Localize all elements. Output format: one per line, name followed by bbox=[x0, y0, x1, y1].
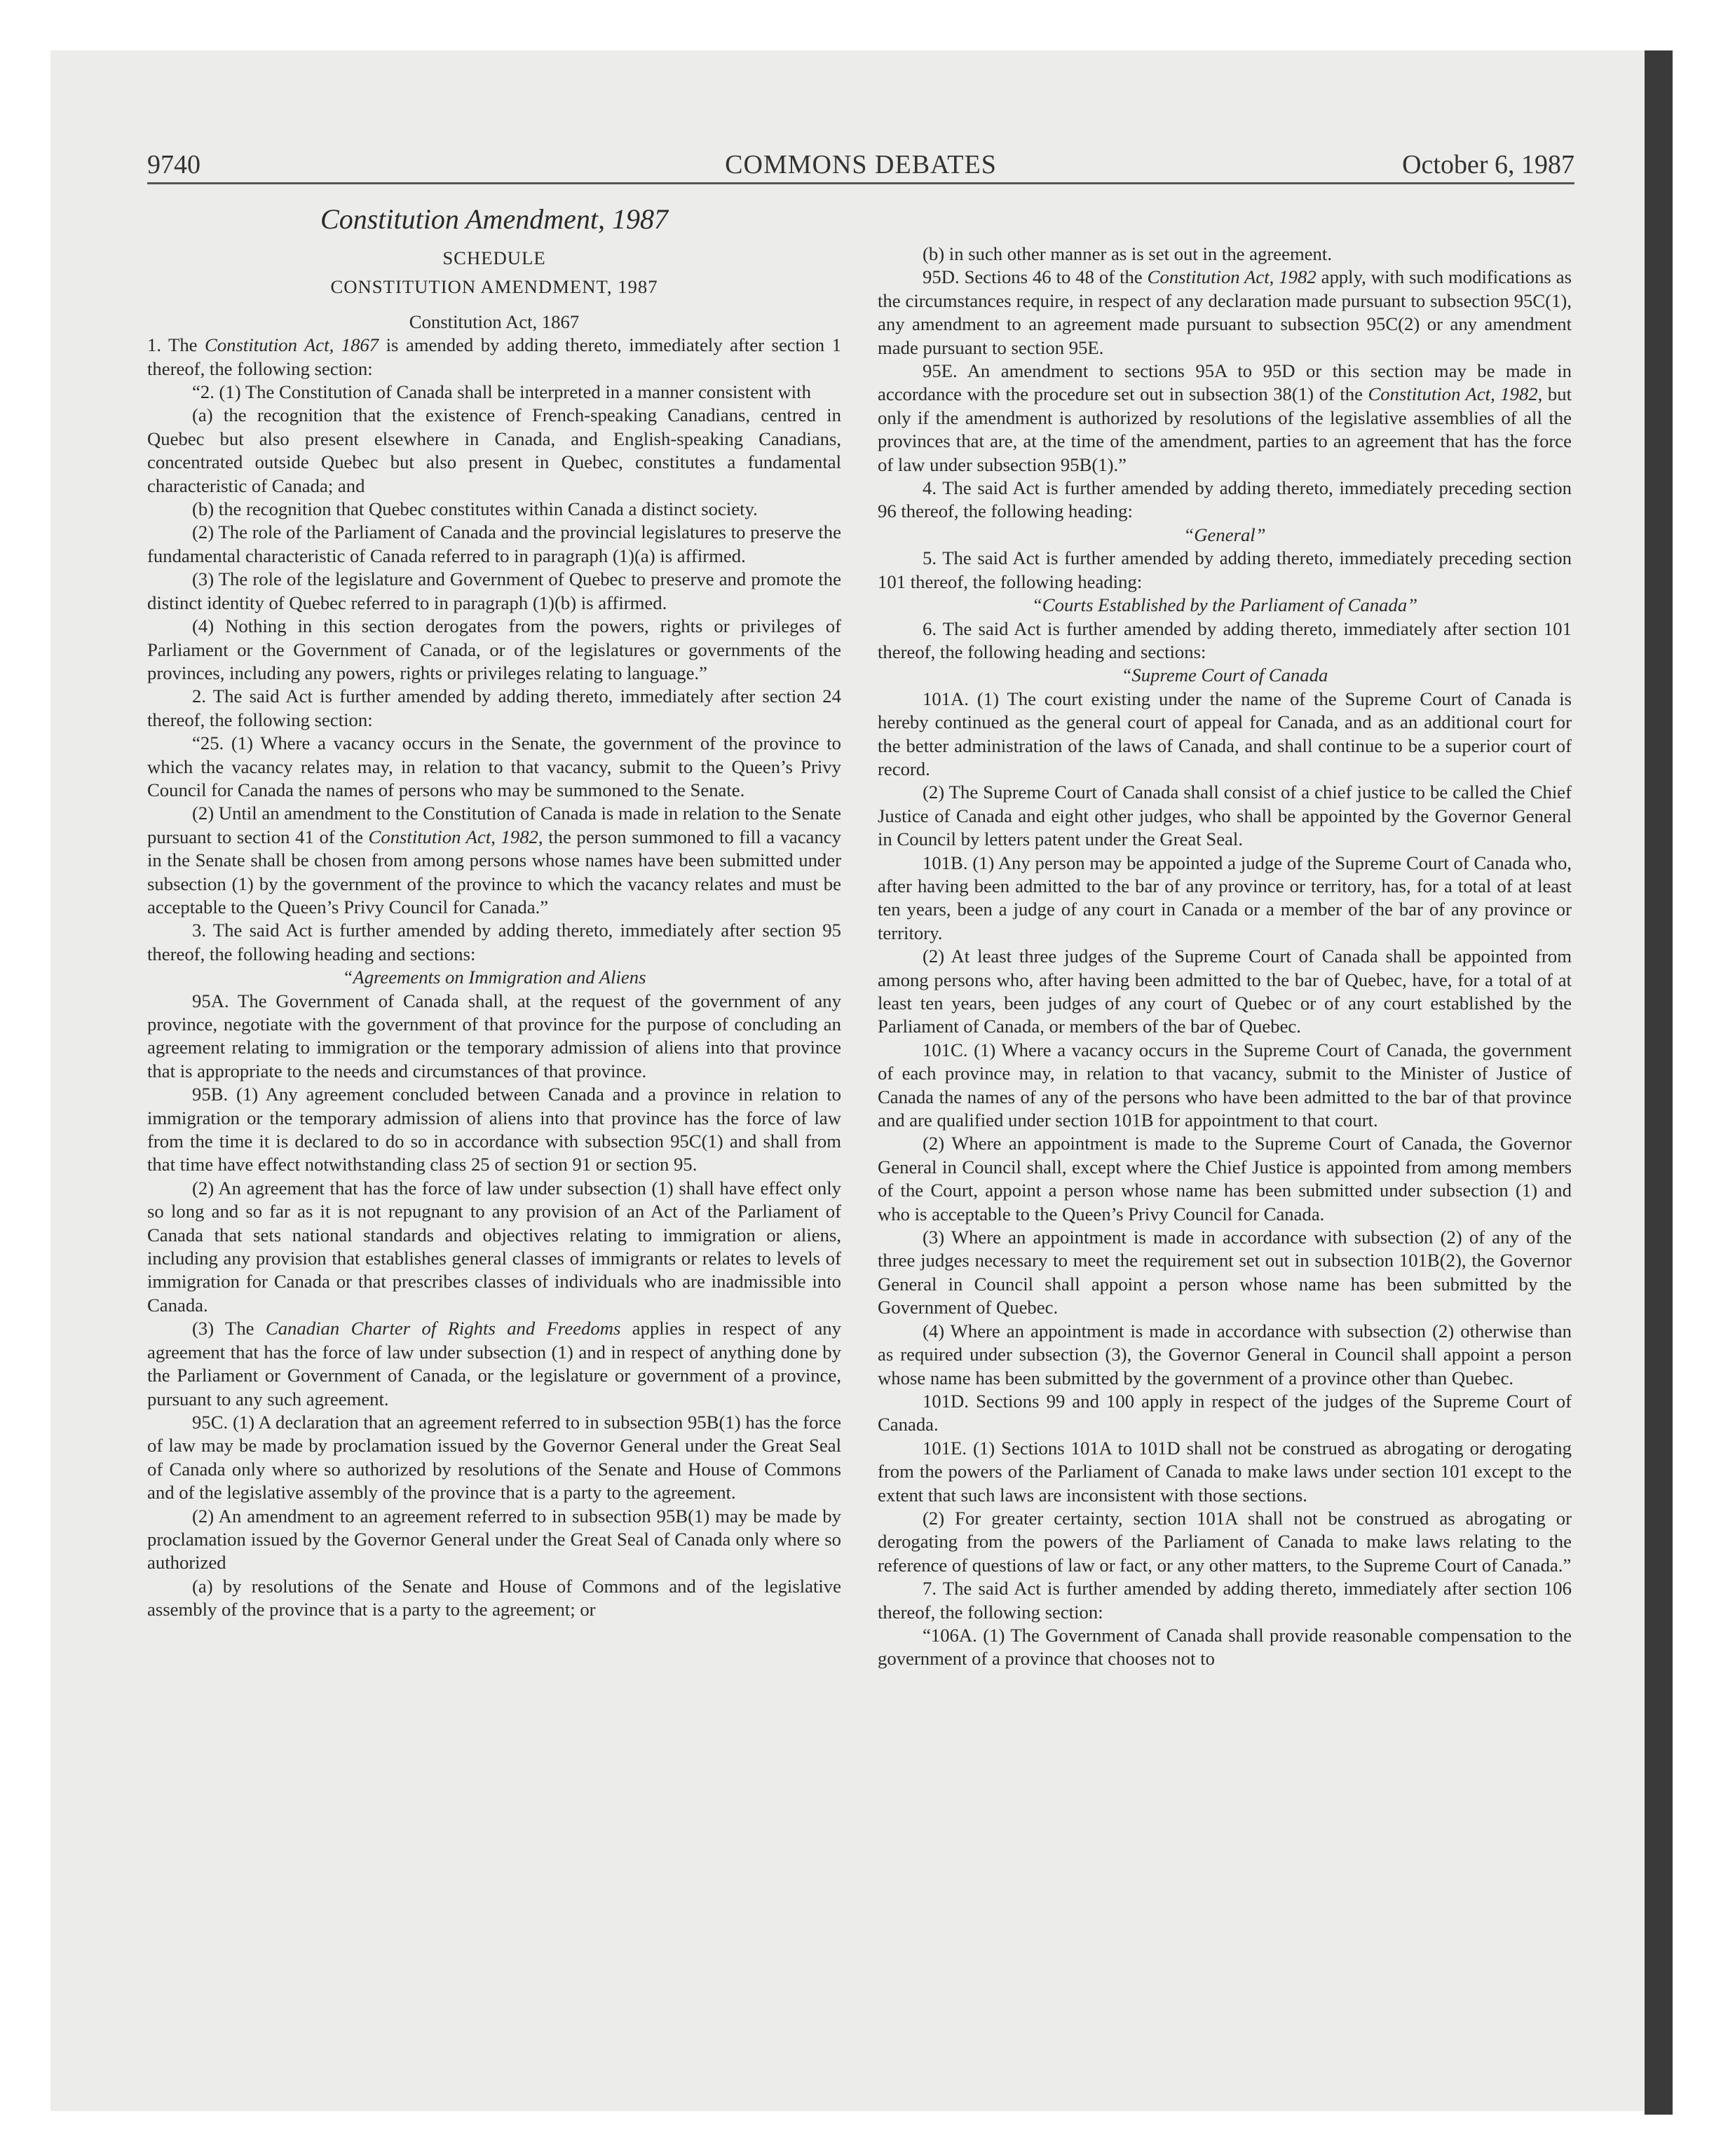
amendment-title: CONSTITUTION AMENDMENT, 1987 bbox=[330, 276, 658, 298]
paragraph: (2) An agreement that has the force of law under subsection (1) shall have effect only so long and so far as it is not repugnant to any provision of an Act of the Parliament of Canada that sets national standards and objectives relating to immigration or aliens, including any provision that establishes general classes of immigrants or relates to levels of immigration for Canada or that prescribes classes of individuals who are inadmissible into Canada. bbox=[147, 1177, 841, 1316]
paragraph: 7. The said Act is further amended by adding thereto, immediately after section 106 thereof, the following section: bbox=[878, 1578, 1572, 1623]
paragraph: 2. The said Act is further amended by adding thereto, immediately after section 24 thereof, the following section: bbox=[147, 685, 841, 730]
paragraph: 1. The Constitution Act, 1867 is amended by adding thereto, immediately after section 1 thereof, the following section: bbox=[147, 334, 841, 379]
paragraph: (2) An amendment to an agreement referred to in subsection 95B(1) may be made by proclamation issued by the Governor General under the Great Seal of Canada only where so authorized bbox=[147, 1505, 841, 1574]
paragraph: (4) Where an appointment is made in accordance with subsection (2) otherwise than as required under subsection (3), the Governor General in Council shall appoint a person whose name has been submitted by the government of a province other than Quebec. bbox=[878, 1320, 1572, 1389]
paragraph: (2) At least three judges of the Supreme Court of Canada shall be appointed from among persons who, after having been admitted to the bar of Quebec, have, for a total of at least ten years, been judges of any court of Quebec or of any court established by the Parliament of Canada, or members of the bar of Quebec. bbox=[878, 946, 1572, 1037]
section-heading: “General” bbox=[1183, 524, 1266, 545]
paragraph: (b) the recognition that Quebec constitutes within Canada a distinct society. bbox=[192, 498, 758, 520]
paragraph: 101A. (1) The court existing under the name of the Supreme Court of Canada is hereby continued as the general court of appeal for Canada, and as an additional court for the better administration of the laws of Canada, and shall continue to be a superior court of record. bbox=[878, 688, 1572, 779]
paragraph: (3) The role of the legislature and Government of Quebec to preserve and promote the distinct identity of Quebec referred to in paragraph (1)(b) is affirmed. bbox=[147, 568, 841, 613]
paragraph: 101B. (1) Any person may be appointed a judge of the Supreme Court of Canada who, after having been admitted to the bar of any province or territory, has, for a total of at least ten years, been a judge of any court in Canada or a member of the bar of any province or territory. bbox=[878, 852, 1572, 943]
header-rule bbox=[147, 182, 1574, 184]
paragraph: 5. The said Act is further amended by adding thereto, immediately preceding section 101 thereof, the following heading: bbox=[878, 547, 1572, 592]
paragraph: “2. (1) The Constitution of Canada shall be interpreted in a manner consistent with bbox=[192, 381, 811, 403]
paragraph: (2) For greater certainty, section 101A shall not be construed as abrogating or derogating from the powers of the Parliament of Canada to make laws relating to the reference of questions of law or fact, or any other matters, to the Supreme Court of Canada.” bbox=[878, 1507, 1572, 1576]
paragraph: (2) The role of the Parliament of Canada and the provincial legislatures to preserve the fundamental characteristic of Canada referred to in paragraph (1)(a) is affirmed. bbox=[147, 521, 841, 566]
paragraph: 101D. Sections 99 and 100 apply in respect of the judges of the Supreme Court of Canada. bbox=[878, 1390, 1572, 1435]
right-column bbox=[878, 243, 1572, 1671]
paragraph: 95B. (1) Any agreement concluded between Canada and a province in relation to immigration or the temporary admission of aliens into that province has the force of law from the time it is declared to do so in accordance with subsection 95C(1) and shall from that time have effect notwithstanding class 25 of section 91 or section 95. bbox=[147, 1084, 841, 1175]
paragraph: (a) the recognition that the existence of French-speaking Canadians, centred in Quebec but also present elsewhere in Canada, and English-speaking Canadians, concentrated outside Quebec but also present in Quebec, constitutes a fundamental characteristic of Canada; and bbox=[147, 404, 841, 496]
paragraph: (2) The Supreme Court of Canada shall consist of a chief justice to be called the Chief Justice of Canada and eight other judges, who shall be appointed by the Governor General in Council by letters patent under the Great Seal. bbox=[878, 782, 1572, 850]
paragraph: “25. (1) Where a vacancy occurs in the Senate, the government of the province to which the vacancy relates may, in relation to that vacancy, submit to the Queen’s Privy Council for Canada the names of persons who may be summoned to the Senate. bbox=[147, 732, 841, 800]
paragraph: (3) Where an appointment is made in accordance with subsection (2) of any of the three judges necessary to meet the requirement set out in subsection 101B(2), the Governor General in Council shall appoint a person whose name has been submitted by the Government of Quebec. bbox=[878, 1227, 1572, 1318]
paragraph: 95E. An amendment to sections 95A to 95D or this section may be made in accordance with the procedure set out in subsection 38(1) of the Constitution Act, 1982, but only if the amendment is authorized by resolutions of the legislative assemblies of all the provinces that are, at the time of the amendment, parties to an agreement that has the force of law under subsection 95B(1).” bbox=[878, 360, 1572, 475]
paragraph: 101E. (1) Sections 101A to 101D shall not be construed as abrogating or derogating from the powers of the Parliament of Canada to make laws under section 101 except to the extent that such laws are inconsistent with those sections. bbox=[878, 1437, 1572, 1506]
paragraph: 6. The said Act is further amended by adding thereto, immediately after section 101 thereof, the following heading and sections: bbox=[878, 618, 1572, 662]
paragraph: 95C. (1) A declaration that an agreement referred to in subsection 95B(1) has the force of law may be made by proclamation issued by the Governor General under the Great Seal of Canada only where so authorized by resolutions of the Senate and House of Commons and of the legislative assembly of the province that is a party to the agreement. bbox=[147, 1411, 841, 1503]
publication-title: COMMONS DEBATES bbox=[725, 150, 997, 179]
paragraph: (2) Where an appointment is made to the Supreme Court of Canada, the Governor General in Council shall, except where the Chief Justice is appointed from among members of the Court, appoint a person whose name has been submitted under subsection (1) and who is acceptable to the Queen’s Privy Council for Canada. bbox=[878, 1133, 1572, 1224]
paragraph: (3) The Canadian Charter of Rights and Freedoms applies in respect of any agreement that has the force of law under subsection (1) and in respect of anything done by the Parliament or Government of Canada, or the legislature or government of a province, pursuant to any such agreement. bbox=[147, 1318, 841, 1410]
page-number: 9740 bbox=[147, 150, 200, 179]
section-heading: “Agreements on Immigration and Aliens bbox=[342, 967, 646, 988]
section-heading: “Supreme Court of Canada bbox=[1121, 664, 1328, 686]
page-header bbox=[147, 147, 1574, 182]
section-heading: “Courts Established by the Parliament of Canada” bbox=[1031, 594, 1418, 616]
page-edge-shadow bbox=[1645, 50, 1673, 2115]
paragraph: 3. The said Act is further amended by adding thereto, immediately after section 95 thereof, the following heading and sections: bbox=[147, 920, 841, 964]
paragraph: 101C. (1) Where a vacancy occurs in the Supreme Court of Canada, the government of each province may, in relation to that vacancy, submit to the Minister of Justice of Canada the names of any of the persons who have been admitted to the bar of that province and are qualified under section 101B for appointment to that court. bbox=[878, 1039, 1572, 1131]
paragraph: (a) by resolutions of the Senate and House of Commons and of the legislative assembly of the province that is a party to the agreement; or bbox=[147, 1575, 841, 1621]
act-heading: Constitution Act, 1867 bbox=[409, 311, 580, 332]
paragraph: (2) Until an amendment to the Constitution of Canada is made in relation to the Senate pursuant to section 41 of the Constitution Act, 1982, the person summoned to fill a vacancy in the Senate shall be chosen from among persons whose names have been submitted under subsection (1) by the government of the province to which the vacancy relates and must be acceptable to the Queen’s Privy Council for Canada.” bbox=[147, 803, 841, 917]
document-title: Constitution Amendment, 1987 bbox=[320, 203, 668, 235]
paragraph: 95D. Sections 46 to 48 of the Constitution Act, 1982 apply, with such modifications as the circumstances require, in respect of any declaration made pursuant to subsection 95C(1), any amendment to an agreement made pursuant to subsection 95C(2) or any amendment made pursuant to section 95E. bbox=[878, 266, 1572, 358]
paragraph: “106A. (1) The Government of Canada shall provide reasonable compensation to the government of a province that chooses not to bbox=[878, 1624, 1572, 1670]
publication-date: October 6, 1987 bbox=[1402, 150, 1574, 179]
schedule-heading: SCHEDULE bbox=[442, 247, 546, 268]
paragraph: 95A. The Government of Canada shall, at the request of the government of any province, negotiate with the government of that province for the purpose of concluding an agreement relating to immigration or the temporary admission of aliens into that province that is appropriate to the needs and circumstances of that province. bbox=[147, 990, 841, 1082]
paragraph: 4. The said Act is further amended by adding thereto, immediately preceding section 96 thereof, the following heading: bbox=[878, 477, 1572, 522]
paragraph: (4) Nothing in this section derogates from the powers, rights or privileges of Parliament or the Government of Canada, or of the legislatures or governments of the provinces, including any powers, rights or privileges relating to language.” bbox=[147, 615, 841, 683]
left-column bbox=[147, 202, 841, 1622]
paragraph: (b) in such other manner as is set out in the agreement. bbox=[923, 243, 1332, 264]
